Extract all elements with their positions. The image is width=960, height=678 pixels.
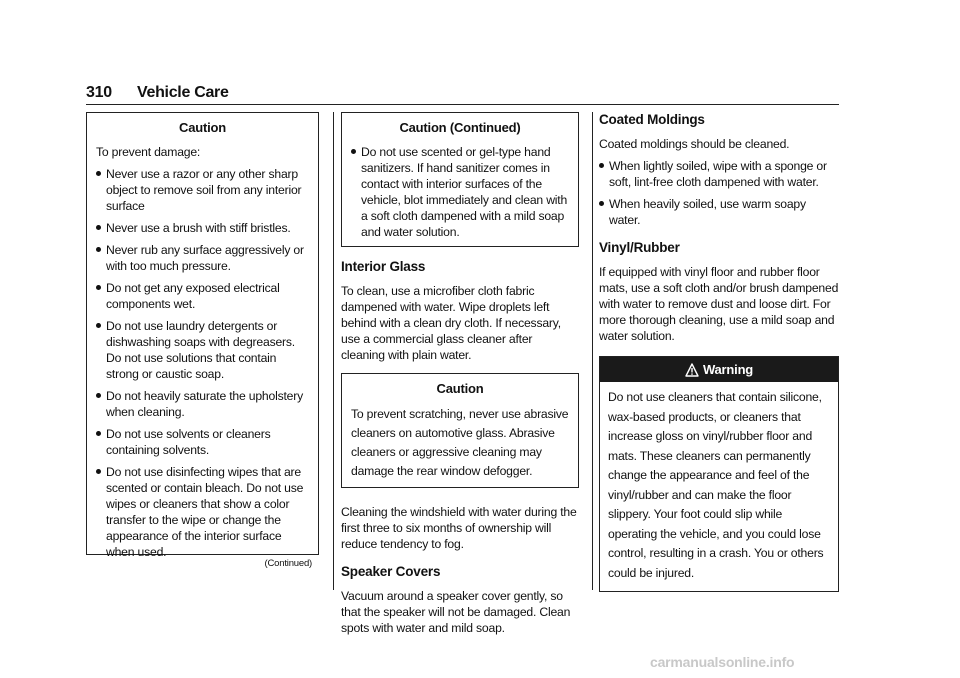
caution-box — [86, 112, 319, 569]
caution-item: Do not use solvents or cleaners containing solvents. — [96, 426, 309, 458]
coated-moldings-list — [599, 158, 839, 228]
coated-moldings-heading: Coated Moldings — [599, 112, 705, 127]
page-header — [86, 82, 839, 105]
vinyl-rubber-text: If equipped with vinyl floor and rubber floor mats, use a soft cloth and/or brush dampened with water to remove dust and loose dirt. For more thorough cleaning, use a mild soap and water solution. — [599, 265, 839, 343]
caution-item: Do not use scented or gel-type hand sanitizers. If hand sanitizer comes in contact with interior surfaces of the vehicle, blot immediately and clean with a soft cloth dampened with a mild soap and water solution. — [351, 144, 569, 240]
caution-title: Caution — [179, 120, 226, 135]
speaker-covers-heading: Speaker Covers — [341, 564, 441, 579]
column-divider-2 — [592, 112, 593, 590]
caution-item: Do not heavily saturate the upholstery when cleaning. — [96, 388, 309, 420]
windshield-text: Cleaning the windshield with water during the first three to six months of ownership will reduce tendency to fog. — [341, 505, 577, 551]
warning-title: Warning — [702, 362, 754, 377]
continued-label: (Continued) — [264, 558, 312, 569]
warning-text: Do not use cleaners that contain silicone, wax-based products, or cleaners that increase gloss on vinyl/rubber floor and mats. These cleaners can permanently change the appearance and feel of the vinyl/rubber and can make the floor slippery. Your foot could slip while operating the vehicle, and you could lose control, resulting in a crash. You or others could be injured. — [608, 390, 824, 580]
glass-caution-title: Caution — [436, 381, 484, 396]
caution-list — [96, 166, 309, 560]
glass-caution-text: To prevent scratching, never use abrasive cleaners on automotive glass. Abrasive cleaners or aggressive cleaning may damage the rear window defogger. — [351, 407, 569, 478]
caution-continued-title: Caution (Continued) — [399, 120, 521, 135]
warning-header — [600, 357, 838, 382]
speaker-covers-text: Vacuum around a speaker cover gently, so that the speaker will not be damaged. Clean spots with water and mild soap. — [341, 589, 571, 635]
glass-caution-box — [341, 373, 579, 488]
caution-item: Do not use disinfecting wipes that are scented or contain bleach. Do not use wipes or cleaners that show a color transfer to the wipe or change the appearance of the interior surface when used. — [96, 464, 309, 560]
caution-item: Do not get any exposed electrical components wet. — [96, 280, 309, 312]
caution-item: Do not use laundry detergents or dishwashing soaps with degreasers. Do not use solutions that contain strong or caustic soap. — [96, 318, 309, 382]
section-title: Vehicle Care — [137, 84, 229, 101]
coated-moldings-item: When heavily soiled, use warm soapy water. — [599, 196, 839, 228]
caution-item: Never rub any surface aggressively or with too much pressure. — [96, 242, 309, 274]
coated-moldings-item: When lightly soiled, wipe with a sponge or soft, lint-free cloth dampened with water. — [599, 158, 839, 190]
column-divider-1 — [333, 112, 334, 590]
interior-glass-heading: Interior Glass — [341, 259, 426, 274]
caution-continued-list — [351, 144, 569, 240]
interior-glass-text: To clean, use a microfiber cloth fabric dampened with water. Wipe droplets left behind with a clean dry cloth. If necessary, use a commercial glass cleaner after cleaning with plain water. — [341, 284, 561, 362]
page-number: 310 — [86, 84, 112, 101]
caution-item: Never use a brush with stiff bristles. — [96, 220, 309, 236]
warning-triangle-icon — [685, 360, 699, 385]
caution-continued-box — [341, 112, 579, 247]
vinyl-rubber-heading: Vinyl/Rubber — [599, 240, 680, 255]
warning-box — [599, 356, 839, 592]
watermark: carmanualsonline.info — [650, 654, 795, 670]
coated-moldings-intro: Coated moldings should be cleaned. — [599, 137, 790, 151]
column-3 — [599, 112, 839, 592]
caution-item: Never use a razor or any other sharp object to remove soil from any interior surface — [96, 166, 309, 214]
caution-intro: To prevent damage: — [96, 145, 201, 159]
column-2 — [341, 112, 579, 642]
column-1 — [86, 112, 319, 569]
